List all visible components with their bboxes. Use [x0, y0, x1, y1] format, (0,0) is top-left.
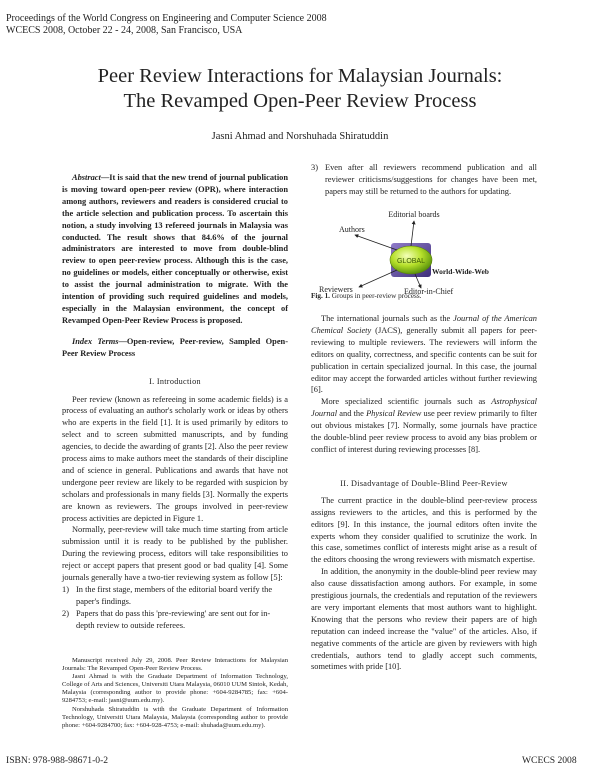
- isbn-footer: ISBN: 978-988-98671-0-2: [6, 755, 109, 766]
- index-terms-text: —Open-review, Peer-review, Sampled Open-Peer Review Process: [62, 336, 288, 358]
- list-item: 3) Even after all reviewers recommend publication and all reviewer criticisms/suggestions for changes have been met, papers may still be returned to the authors for updating.: [311, 163, 537, 196]
- title-line-1: Peer Review Interactions for Malaysian Journals:: [97, 65, 503, 87]
- section-1-heading: I. Introduction: [149, 376, 201, 386]
- footnote-2: Jasni Ahmad is with the Graduate Department of Information Technology, College of Arts and Sciences, Universiti Utara Malaysia, 06010 UUM Sintok, Kedah, Malaysia (corresponding author to provide phone: +604-9284785; fax: +604-9284753; e-mail: jasni@uum.edu.my).: [62, 673, 288, 705]
- disadvantage-paragraph-1: The current practice in the double-blind peer-review process assigns reviewers to the articles, and this is performed by the editors [9]. In this instance, the journal editors often invite the experts whom they consider qualified to scrutinize the work. In this case, sometimes conflict of interests might arise as a result of the editors choosing the wrong reviewers with mismatch expertise.: [311, 495, 537, 565]
- abstract-text: —It is said that the new trend of journal publication is moving toward open-peer review (OPR), where interaction among authors, reviewers and readers is considered crucial to the article selection and publication process. To ascertain this notion, a study involving 13 refereed journals in Malaysia was conducted. The result shows that 84.6% of the journal administrators are interested to move from double-blind review to open peer-review process. Although this is the case, no guidelines or models, either conceptually or otherwise, exist to assist the journal administration to migrate. With the intention of providing such required guidelines and models, especially in the Malaysian environment, the concept of Revamped Open-Peer Review Process is proposed.: [62, 173, 288, 325]
- index-terms-label: Index Terms: [72, 336, 119, 346]
- footnote-1: Manuscript received July 29, 2008. Peer Review Interactions for Malaysian Journals: The Revamped Open-Peer Review Process.: [62, 657, 288, 673]
- editorial-boards-arrow: [411, 221, 414, 246]
- header-line-1: Proceedings of the World Congress on Engineering and Computer Science 2008: [6, 13, 327, 24]
- journals-paragraph-2: More specialized scientific journals such as Astrophysical Journal and the Physical Review use peer review primarily to filter out obvious mistakes [7]. Normally, some journals have practice the double-blind peer review process to avoid any bias problem or conflict of interest during reviewing processes [8].: [311, 397, 537, 454]
- disadvantage-paragraph-2: In addition, the anonymity in the double-blind peer review may also cause dissatisfaction among authors. For example, in some prestigious journals, the credentials and reputation of the reviewers are very important elements that most authors want to highlight. Knowing that the persons who review their papers are of high reputation can indeed increase the "value" of the articles. Also, if negative comments of the article are given by reviewers with high credentials, authors tend to gladly accept such comments, sometimes with pride [10].: [311, 567, 537, 672]
- abstract: [62, 172, 288, 327]
- editor-in-chief-label: Editor-in-Chief: [404, 287, 454, 294]
- title-line-2: The Revamped Open-Peer Review Process: [123, 90, 477, 112]
- proceedings-header: [6, 13, 327, 37]
- editorial-boards-label: Editorial boards: [388, 210, 440, 219]
- footnotes: [62, 657, 288, 730]
- right-column: [311, 313, 537, 673]
- paper-title: [0, 64, 600, 114]
- intro-paragraph-1: Peer review (known as refereeing in some academic fields) is a process of evaluating an author's scholarly work or ideas by others who are experts in the field [1]. It is used primarily by editors to select and to screen submitted manuscripts, and by funding agencies, to decide the awarding of grants [2]. Also the peer review process aims to make authors meet the standards of their discipline and of science in general. Publications and awards that have not undergone peer review are likely to be regarded with suspicion by scholars and professionals in many fields [3]. Normally the experts are known as reviewers. The groups involved in peer-review process activities are depicted in Figure 1.: [62, 394, 288, 523]
- abstract-label: Abstract: [72, 173, 101, 182]
- right-column-list: [311, 162, 537, 198]
- list-item: 2) Papers that do pass this 'pre-reviewing' are sent out for in-depth review to outside referees.: [62, 608, 271, 630]
- reviewers-arrow: [359, 270, 397, 287]
- section-2-heading: II. Disadvantage of Double-Blind Peer-Review: [340, 478, 508, 488]
- header-line-2: WCECS 2008, October 22 - 24, 2008, San Francisco, USA: [6, 25, 243, 36]
- venue-footer: WCECS 2008: [522, 755, 577, 766]
- journals-paragraph-1: The international journals such as the Journal of the American Chemical Society (JACS), generally submit all papers for peer-reviewing to multiple reviewers. The reviewers will inform the editors on quality, correctness, and specific contents can be suit for publication in certain specialized journal. In this case, the journal editor may accept the forwarded articles without further reviewing [6].: [311, 314, 537, 395]
- list-item: 1) In the first stage, members of the editorial board verify the paper's findings.: [62, 585, 273, 606]
- index-terms: [62, 336, 288, 360]
- www-label: World-Wide-Web: [432, 267, 489, 276]
- peer-review-groups-figure: [311, 208, 541, 294]
- authors-label: Authors: [339, 225, 365, 234]
- reviewers-label: Reviewers: [319, 285, 353, 294]
- globe-text: GLOBAL: [396, 258, 426, 265]
- figure-caption: Fig. 1. Groups in peer-review process.: [311, 292, 422, 300]
- intro-paragraph-2: Normally, peer-review will take much time starting from article submission until it is ready to be published by the publisher. During the reviewing process, editors will take responsibilities to reject or accept papers that present good or bad quality [4]. Some journals generally have a two-tier reviewing system as follow [5]:: [62, 525, 288, 583]
- footnote-3: Norshuhada Shiratuddin is with the Graduate Department of Information Technology, Universiti Utara Malaysia, Malaysia (corresponding author to provide phone: +604-9284700; fax: +604-928-4753; e-mail: shuhada@uum.edu.my).: [62, 705, 288, 729]
- left-column: [62, 172, 288, 632]
- author-names: Jasni Ahmad and Norshuhada Shiratuddin: [211, 131, 389, 142]
- authors-arrow: [355, 235, 397, 250]
